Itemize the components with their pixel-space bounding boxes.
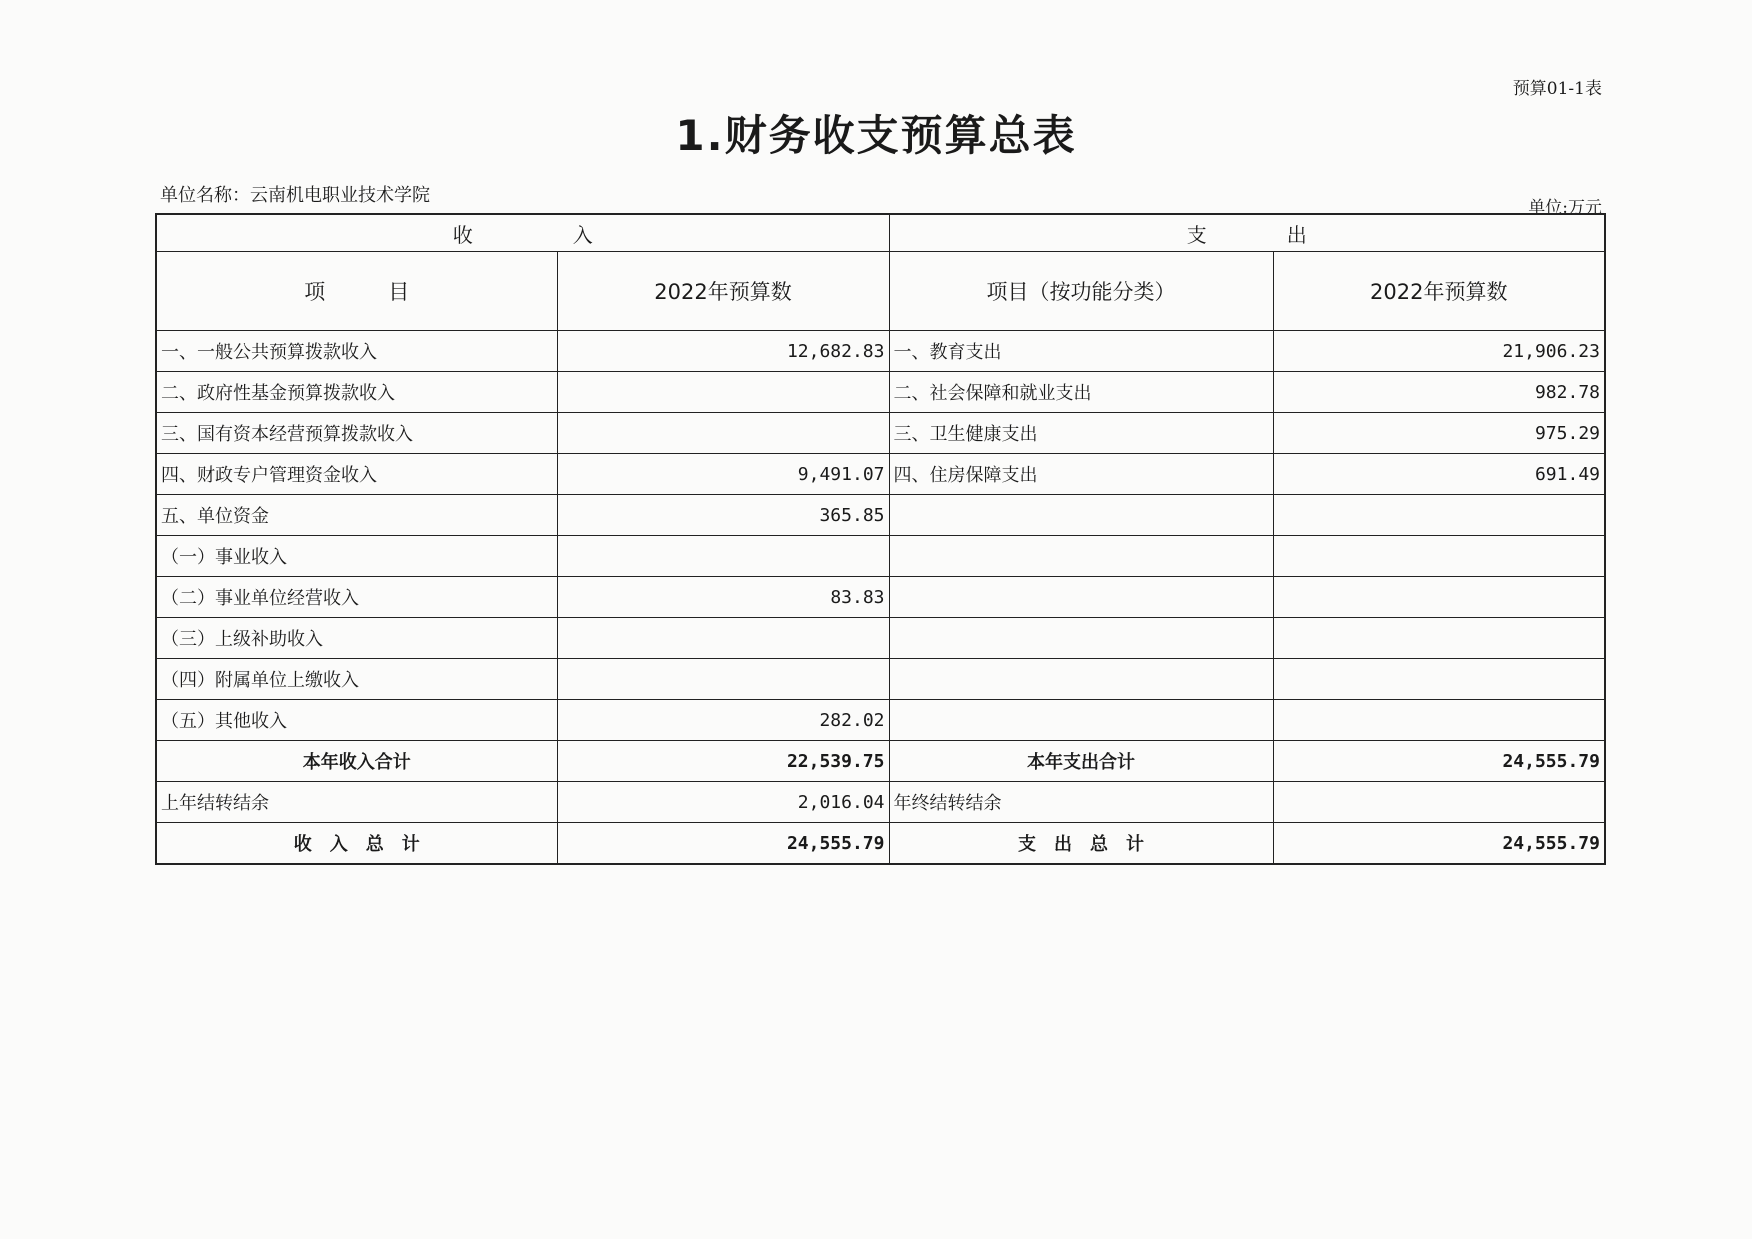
expense-amount-cell bbox=[1273, 659, 1605, 700]
income-subtotal-amount: 22,539.75 bbox=[557, 741, 889, 782]
expense-item-cell bbox=[889, 577, 1273, 618]
income-item-cell: （五）其他收入 bbox=[156, 700, 557, 741]
expense-carryover-amount bbox=[1273, 782, 1605, 823]
expense-subtotal-label: 本年支出合计 bbox=[889, 741, 1273, 782]
unit-measure: 单位:万元 bbox=[1528, 198, 1602, 218]
expense-carryover-label: 年终结转结余 bbox=[889, 782, 1273, 823]
income-amount-cell bbox=[557, 618, 889, 659]
expense-item-cell: 四、住房保障支出 bbox=[889, 454, 1273, 495]
expense-item-header: 项目（按功能分类） bbox=[889, 252, 1273, 331]
table-row bbox=[156, 413, 1605, 454]
income-grand-total-label: 收 入 总 计 bbox=[156, 823, 557, 865]
income-item-cell: 二、政府性基金预算拨款收入 bbox=[156, 372, 557, 413]
grand-total-row bbox=[156, 823, 1605, 865]
expense-amount-cell: 982.78 bbox=[1273, 372, 1605, 413]
carryover-row bbox=[156, 782, 1605, 823]
income-amount-cell bbox=[557, 413, 889, 454]
expense-subtotal-amount: 24,555.79 bbox=[1273, 741, 1605, 782]
form-id: 预算01-1表 bbox=[1512, 79, 1602, 99]
income-amount-cell: 282.02 bbox=[557, 700, 889, 741]
expense-amount-cell bbox=[1273, 577, 1605, 618]
table-row bbox=[156, 495, 1605, 536]
income-item-cell: （四）附属单位上缴收入 bbox=[156, 659, 557, 700]
income-item-cell: （二）事业单位经营收入 bbox=[156, 577, 557, 618]
income-amount-cell: 12,682.83 bbox=[557, 331, 889, 372]
expense-item-cell bbox=[889, 618, 1273, 659]
expense-item-cell bbox=[889, 700, 1273, 741]
income-amount-cell: 365.85 bbox=[557, 495, 889, 536]
income-item-cell: （三）上级补助收入 bbox=[156, 618, 557, 659]
subtotal-row bbox=[156, 741, 1605, 782]
income-section-header: 收 入 bbox=[156, 214, 889, 252]
expense-section-header: 支 出 bbox=[889, 214, 1605, 252]
income-item-cell: 五、单位资金 bbox=[156, 495, 557, 536]
income-amount-header: 2022年预算数 bbox=[557, 252, 889, 331]
income-item-cell: 三、国有资本经营预算拨款收入 bbox=[156, 413, 557, 454]
income-amount-cell bbox=[557, 372, 889, 413]
income-amount-cell bbox=[557, 536, 889, 577]
expense-item-cell bbox=[889, 495, 1273, 536]
expense-item-cell: 三、卫生健康支出 bbox=[889, 413, 1273, 454]
expense-item-cell bbox=[889, 659, 1273, 700]
income-subtotal-label: 本年收入合计 bbox=[156, 741, 557, 782]
expense-item-cell: 二、社会保障和就业支出 bbox=[889, 372, 1273, 413]
table-row bbox=[156, 372, 1605, 413]
income-grand-total-amount: 24,555.79 bbox=[557, 823, 889, 865]
table-row bbox=[156, 618, 1605, 659]
expense-amount-cell bbox=[1273, 536, 1605, 577]
income-amount-cell bbox=[557, 659, 889, 700]
expense-amount-header: 2022年预算数 bbox=[1273, 252, 1605, 331]
column-header-row bbox=[156, 252, 1605, 331]
table-row bbox=[156, 659, 1605, 700]
expense-amount-cell bbox=[1273, 618, 1605, 659]
unit-name: 单位名称：云南机电职业技术学院 bbox=[160, 185, 430, 206]
expense-amount-cell: 691.49 bbox=[1273, 454, 1605, 495]
income-item-cell: 四、财政专户管理资金收入 bbox=[156, 454, 557, 495]
table-row bbox=[156, 536, 1605, 577]
income-item-cell: 一、一般公共预算拨款收入 bbox=[156, 331, 557, 372]
budget-table bbox=[155, 213, 1606, 865]
expense-item-cell bbox=[889, 536, 1273, 577]
income-item-header: 项 目 bbox=[156, 252, 557, 331]
expense-amount-cell: 975.29 bbox=[1273, 413, 1605, 454]
budget-table-body bbox=[156, 214, 1605, 864]
income-amount-cell: 9,491.07 bbox=[557, 454, 889, 495]
table-row bbox=[156, 577, 1605, 618]
income-carryover-amount: 2,016.04 bbox=[557, 782, 889, 823]
income-item-cell: （一）事业收入 bbox=[156, 536, 557, 577]
income-carryover-label: 上年结转结余 bbox=[156, 782, 557, 823]
section-header-row bbox=[156, 214, 1605, 252]
expense-grand-total-amount: 24,555.79 bbox=[1273, 823, 1605, 865]
table-row bbox=[156, 700, 1605, 741]
expense-amount-cell: 21,906.23 bbox=[1273, 331, 1605, 372]
table-row bbox=[156, 454, 1605, 495]
expense-grand-total-label: 支 出 总 计 bbox=[889, 823, 1273, 865]
expense-amount-cell bbox=[1273, 700, 1605, 741]
table-row bbox=[156, 331, 1605, 372]
expense-item-cell: 一、教育支出 bbox=[889, 331, 1273, 372]
expense-amount-cell bbox=[1273, 495, 1605, 536]
income-amount-cell: 83.83 bbox=[557, 577, 889, 618]
page-title: 1.财务收支预算总表 bbox=[675, 111, 1077, 160]
